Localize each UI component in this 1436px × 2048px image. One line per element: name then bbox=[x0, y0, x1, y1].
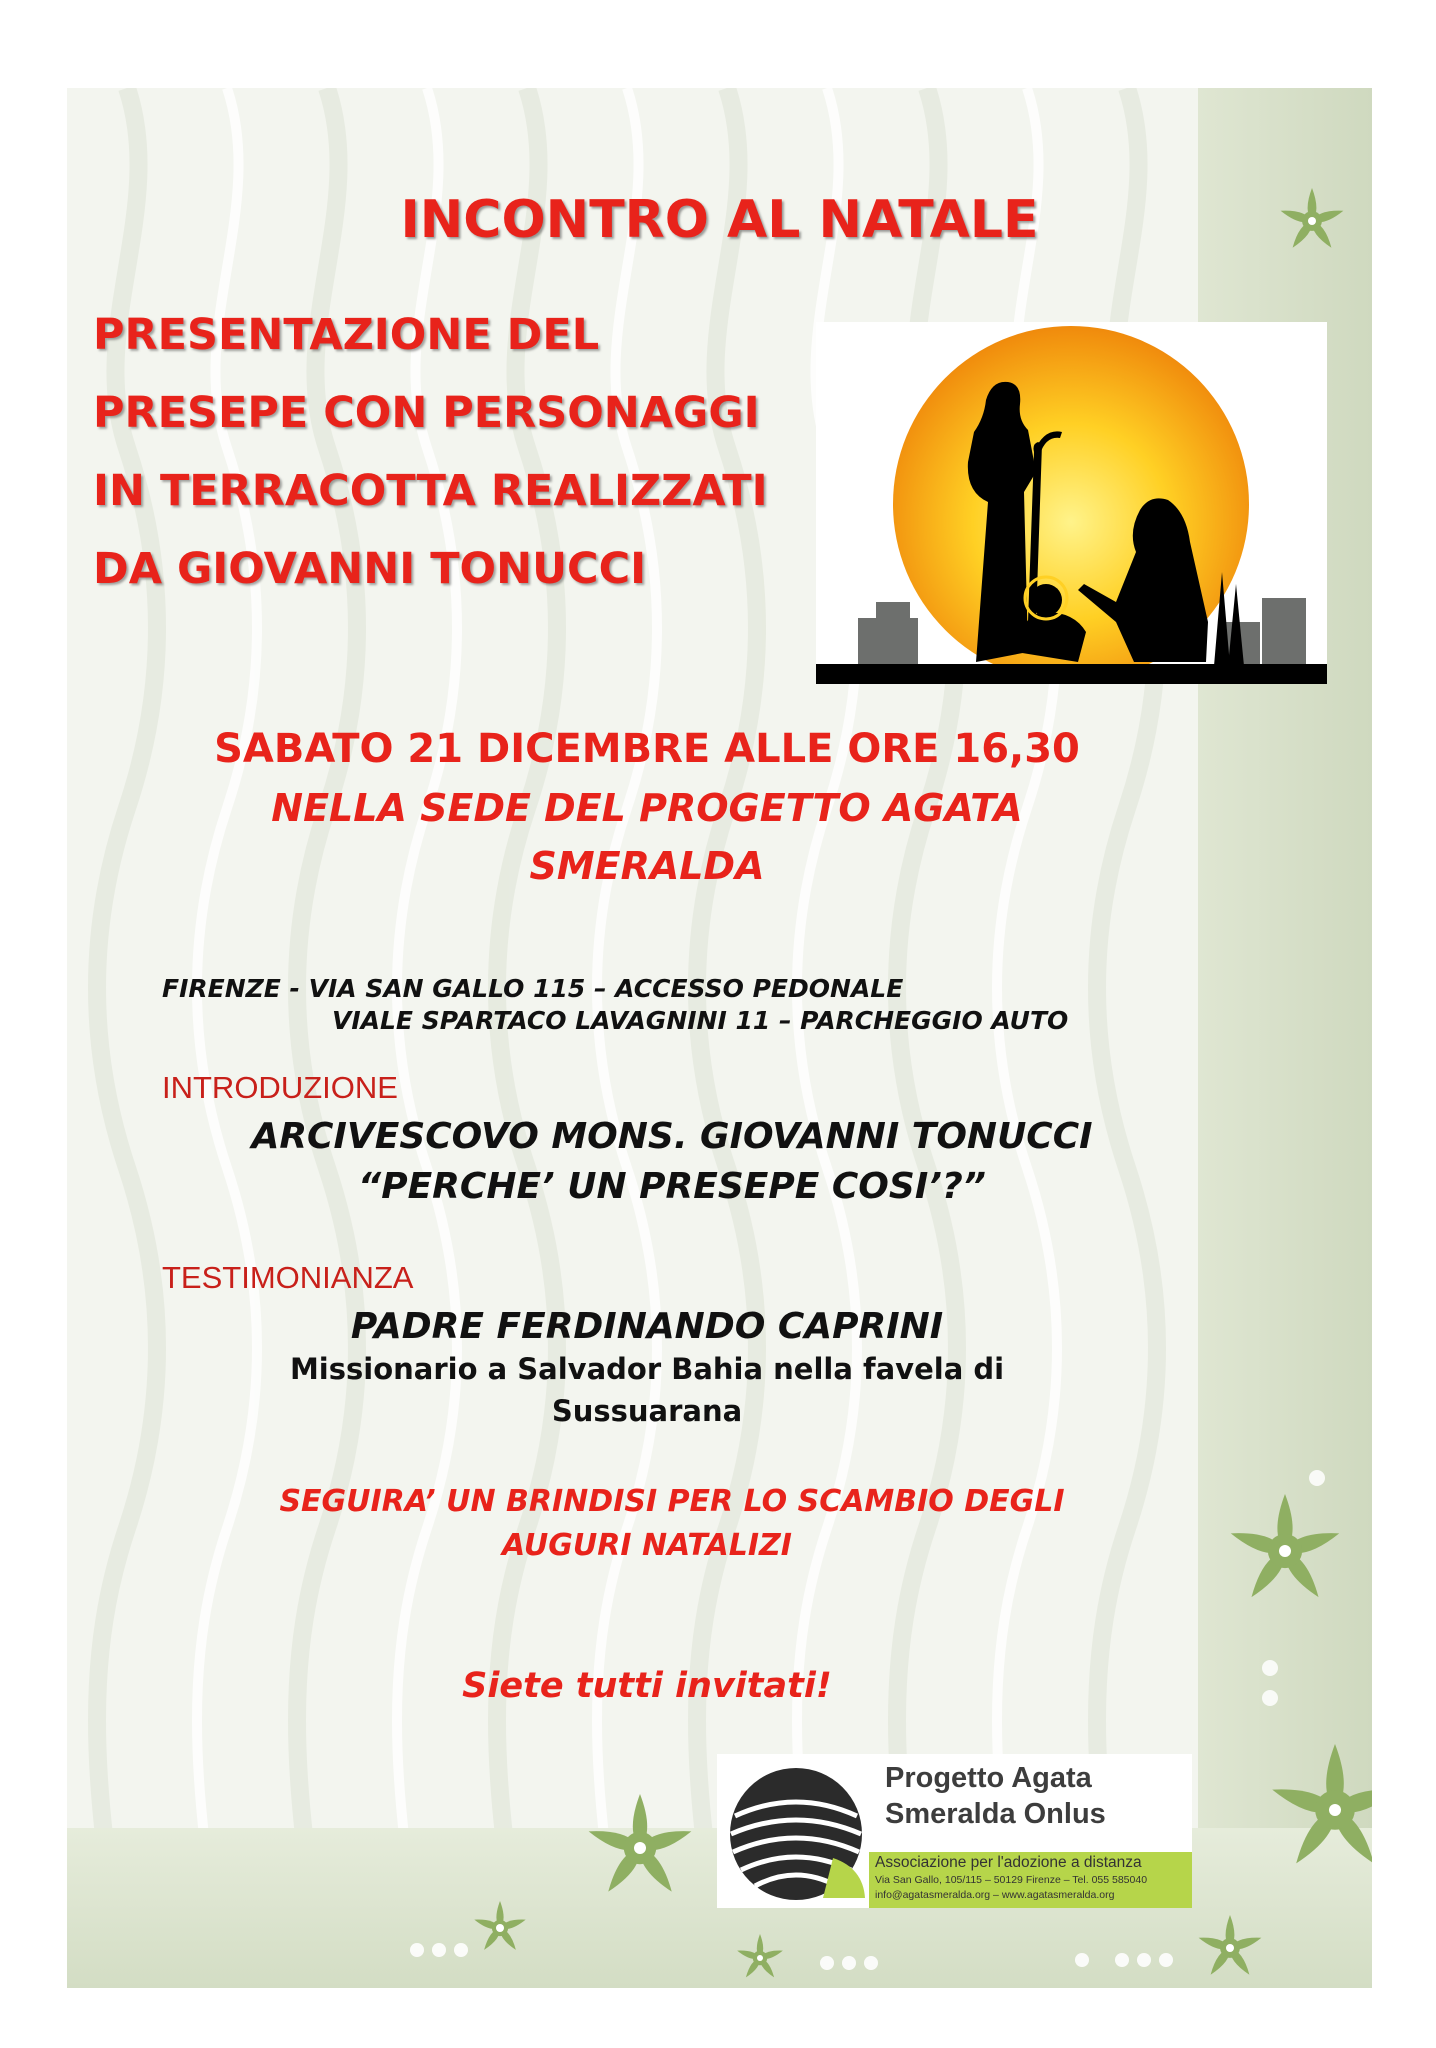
introduction-topic: “PERCHE’ UN PRESEPE COSI’?” bbox=[358, 1166, 986, 1207]
presentation-line: PRESEPE CON PERSONAGGI bbox=[93, 388, 760, 438]
event-date: SABATO 21 DICEMBRE ALLE ORE 16,30 bbox=[214, 726, 1080, 772]
organization-name-line: Progetto Agata bbox=[885, 1762, 1092, 1794]
flower-bottom-right-icon bbox=[1197, 1915, 1262, 1977]
testimony-label: TESTIMONIANZA bbox=[162, 1260, 414, 1295]
dot-pattern-icon bbox=[410, 1943, 1173, 1970]
invitation-text: Siete tutti invitati! bbox=[462, 1666, 832, 1706]
flower-bottom-left-icon bbox=[586, 1794, 693, 1896]
presentation-line: DA GIOVANNI TONUCCI bbox=[93, 544, 647, 594]
introduction-speaker: ARCIVESCOVO MONS. GIOVANNI TONUCCI bbox=[251, 1116, 1093, 1157]
organization-contact: Via San Gallo, 105/115 – 50129 Firenze – Tel. 055 585040 bbox=[875, 1874, 1148, 1886]
globe-logo-icon bbox=[723, 1758, 869, 1904]
event-title: INCONTRO AL NATALE bbox=[400, 190, 1039, 250]
introduction-label: INTRODUZIONE bbox=[162, 1070, 398, 1105]
flower-bottom-small-icon bbox=[473, 1901, 527, 1952]
organization-logo bbox=[717, 1754, 1192, 1908]
presentation-line: IN TERRACOTTA REALIZZATI bbox=[93, 466, 768, 516]
event-place-line: NELLA SEDE DEL PROGETTO AGATA bbox=[271, 786, 1023, 830]
event-place-line: SMERALDA bbox=[529, 844, 765, 888]
nativity-scene-image bbox=[816, 322, 1327, 684]
follow-up-line: SEGUIRA’ UN BRINDISI PER LO SCAMBIO DEGLI bbox=[279, 1484, 1065, 1519]
organization-tagline: Associazione per l'adozione a distanza bbox=[875, 1854, 1142, 1871]
testimony-description-line: Missionario a Salvador Bahia nella favela di bbox=[289, 1352, 1005, 1386]
poster bbox=[67, 88, 1372, 1988]
testimony-speaker: PADRE FERDINANDO CAPRINI bbox=[350, 1306, 944, 1347]
flower-right-bottom-icon bbox=[1270, 1744, 1372, 1869]
flower-bottom-tiny-icon bbox=[736, 1934, 784, 1979]
follow-up-line: AUGURI NATALIZI bbox=[502, 1528, 792, 1563]
organization-name-line: Smeralda Onlus bbox=[885, 1798, 1106, 1830]
address-line: FIRENZE - VIA SAN GALLO 115 – ACCESSO PEDONALE bbox=[162, 974, 904, 1003]
organization-contact: info@agatasmeralda.org – www.agatasmeralda.org bbox=[875, 1889, 1115, 1901]
presentation-line: PRESENTAZIONE DEL bbox=[93, 310, 600, 360]
testimony-description-line: Sussuarana bbox=[551, 1394, 743, 1428]
address-line: VIALE SPARTACO LAVAGNINI 11 – PARCHEGGIO AUTO bbox=[332, 1006, 1069, 1035]
